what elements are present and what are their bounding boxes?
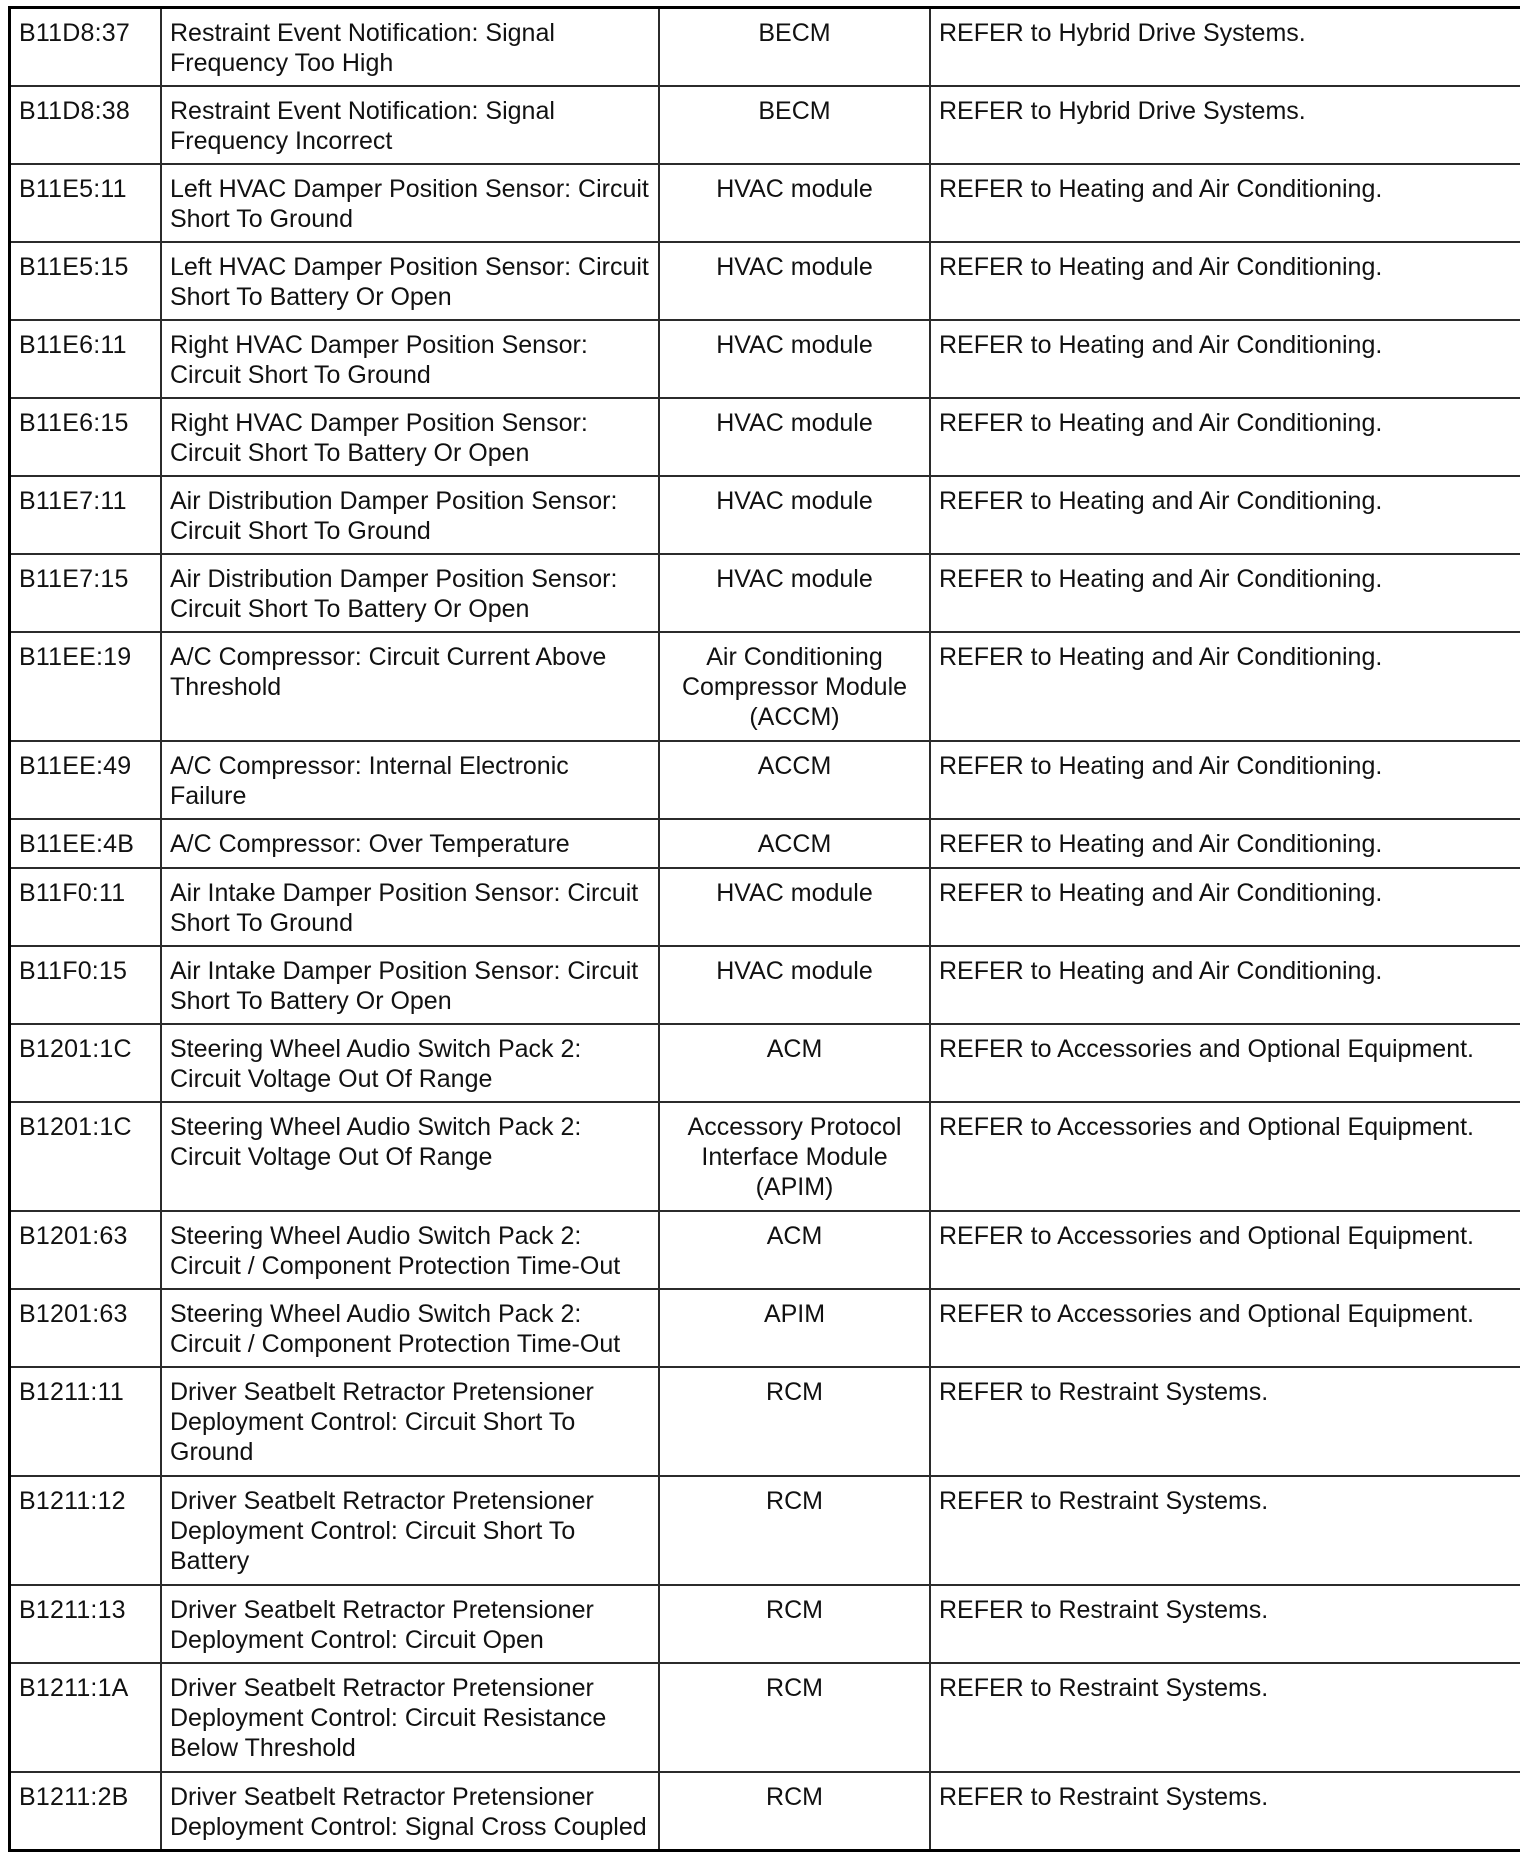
dtc-code: B11EE:19 [10,632,162,741]
dtc-code: B1211:13 [10,1585,162,1663]
dtc-module: Air Conditioning Compressor Module (ACCM) [659,632,930,741]
table-row [10,1211,1520,1289]
dtc-code: B1211:12 [10,1476,162,1585]
dtc-code: B1211:11 [10,1367,162,1476]
table-row [10,164,1520,242]
dtc-description: Right HVAC Damper Position Sensor: Circuit Short To Ground [161,320,659,398]
dtc-module: HVAC module [659,946,930,1024]
table-row [10,1289,1520,1367]
dtc-description: Air Distribution Damper Position Sensor: Circuit Short To Ground [161,476,659,554]
dtc-action: REFER to Heating and Air Conditioning. [930,164,1520,242]
dtc-action: REFER to Heating and Air Conditioning. [930,741,1520,819]
dtc-code: B11EE:4B [10,819,162,868]
dtc-action: REFER to Accessories and Optional Equipment. [930,1102,1520,1211]
dtc-description: Right HVAC Damper Position Sensor: Circuit Short To Battery Or Open [161,398,659,476]
dtc-module: ACCM [659,819,930,868]
dtc-description: A/C Compressor: Internal Electronic Failure [161,741,659,819]
table-row [10,632,1520,741]
table-row [10,741,1520,819]
dtc-module: BECM [659,8,930,87]
dtc-module: APIM [659,1289,930,1367]
table-row [10,476,1520,554]
dtc-description: Air Intake Damper Position Sensor: Circuit Short To Ground [161,868,659,946]
dtc-action: REFER to Restraint Systems. [930,1663,1520,1772]
dtc-description: Driver Seatbelt Retractor Pretensioner Deployment Control: Circuit Short To Battery [161,1476,659,1585]
dtc-code: B11E5:15 [10,242,162,320]
dtc-action: REFER to Restraint Systems. [930,1367,1520,1476]
table-row [10,1102,1520,1211]
dtc-code: B1211:1A [10,1663,162,1772]
dtc-description: Steering Wheel Audio Switch Pack 2: Circuit / Component Protection Time-Out [161,1289,659,1367]
dtc-module: HVAC module [659,242,930,320]
dtc-description: Steering Wheel Audio Switch Pack 2: Circuit Voltage Out Of Range [161,1024,659,1102]
dtc-action: REFER to Accessories and Optional Equipment. [930,1289,1520,1367]
dtc-action: REFER to Heating and Air Conditioning. [930,819,1520,868]
table-row [10,1367,1520,1476]
dtc-action: REFER to Hybrid Drive Systems. [930,8,1520,87]
dtc-action: REFER to Accessories and Optional Equipment. [930,1024,1520,1102]
table-row [10,868,1520,946]
table-row [10,398,1520,476]
table-row [10,86,1520,164]
dtc-action: REFER to Heating and Air Conditioning. [930,476,1520,554]
dtc-action: REFER to Restraint Systems. [930,1585,1520,1663]
dtc-module: RCM [659,1367,930,1476]
dtc-description: Air Intake Damper Position Sensor: Circuit Short To Battery Or Open [161,946,659,1024]
dtc-module: RCM [659,1585,930,1663]
table-row [10,1663,1520,1772]
dtc-action: REFER to Heating and Air Conditioning. [930,946,1520,1024]
dtc-action: REFER to Heating and Air Conditioning. [930,398,1520,476]
dtc-module: HVAC module [659,164,930,242]
dtc-code: B11E6:11 [10,320,162,398]
dtc-code: B11E5:11 [10,164,162,242]
dtc-description: Steering Wheel Audio Switch Pack 2: Circuit / Component Protection Time-Out [161,1211,659,1289]
dtc-action: REFER to Heating and Air Conditioning. [930,554,1520,632]
dtc-action: REFER to Hybrid Drive Systems. [930,86,1520,164]
dtc-code: B1201:63 [10,1289,162,1367]
dtc-module: HVAC module [659,554,930,632]
dtc-code: B1201:1C [10,1102,162,1211]
table-row [10,242,1520,320]
dtc-code: B1201:63 [10,1211,162,1289]
table-row [10,1772,1520,1851]
dtc-code: B11D8:37 [10,8,162,87]
dtc-code: B11EE:49 [10,741,162,819]
dtc-description: Restraint Event Notification: Signal Frequency Too High [161,8,659,87]
dtc-module: HVAC module [659,320,930,398]
dtc-action: REFER to Restraint Systems. [930,1476,1520,1585]
dtc-code: B1201:1C [10,1024,162,1102]
dtc-action: REFER to Accessories and Optional Equipment. [930,1211,1520,1289]
dtc-code: B11E7:15 [10,554,162,632]
dtc-action: REFER to Heating and Air Conditioning. [930,242,1520,320]
dtc-module: RCM [659,1663,930,1772]
dtc-description: Air Distribution Damper Position Sensor: Circuit Short To Battery Or Open [161,554,659,632]
table-row [10,8,1520,87]
dtc-module: RCM [659,1476,930,1585]
dtc-module: Accessory Protocol Interface Module (APIM) [659,1102,930,1211]
dtc-description: A/C Compressor: Over Temperature [161,819,659,868]
table-row [10,1024,1520,1102]
dtc-module: BECM [659,86,930,164]
dtc-module: HVAC module [659,398,930,476]
table-row [10,554,1520,632]
dtc-description: Left HVAC Damper Position Sensor: Circuit Short To Ground [161,164,659,242]
dtc-code: B11D8:38 [10,86,162,164]
dtc-module: ACM [659,1211,930,1289]
dtc-description: Driver Seatbelt Retractor Pretensioner Deployment Control: Circuit Resistance Below Threshold [161,1663,659,1772]
dtc-module: ACCM [659,741,930,819]
table-row [10,1585,1520,1663]
dtc-description: Left HVAC Damper Position Sensor: Circuit Short To Battery Or Open [161,242,659,320]
dtc-description: A/C Compressor: Circuit Current Above Threshold [161,632,659,741]
dtc-code: B11F0:15 [10,946,162,1024]
dtc-code: B11F0:11 [10,868,162,946]
table-row [10,1476,1520,1585]
dtc-action: REFER to Heating and Air Conditioning. [930,868,1520,946]
dtc-code: B11E7:11 [10,476,162,554]
dtc-code: B11E6:15 [10,398,162,476]
dtc-action: REFER to Restraint Systems. [930,1772,1520,1851]
dtc-description: Restraint Event Notification: Signal Frequency Incorrect [161,86,659,164]
dtc-module: HVAC module [659,476,930,554]
table-row [10,320,1520,398]
table-row [10,819,1520,868]
dtc-action: REFER to Heating and Air Conditioning. [930,632,1520,741]
dtc-description: Driver Seatbelt Retractor Pretensioner Deployment Control: Signal Cross Coupled [161,1772,659,1851]
dtc-module: HVAC module [659,868,930,946]
dtc-description: Driver Seatbelt Retractor Pretensioner Deployment Control: Circuit Short To Ground [161,1367,659,1476]
dtc-action: REFER to Heating and Air Conditioning. [930,320,1520,398]
dtc-code: B1211:2B [10,1772,162,1851]
dtc-description: Driver Seatbelt Retractor Pretensioner Deployment Control: Circuit Open [161,1585,659,1663]
dtc-table [8,6,1520,1852]
table-row [10,946,1520,1024]
dtc-module: ACM [659,1024,930,1102]
dtc-description: Steering Wheel Audio Switch Pack 2: Circuit Voltage Out Of Range [161,1102,659,1211]
dtc-module: RCM [659,1772,930,1851]
